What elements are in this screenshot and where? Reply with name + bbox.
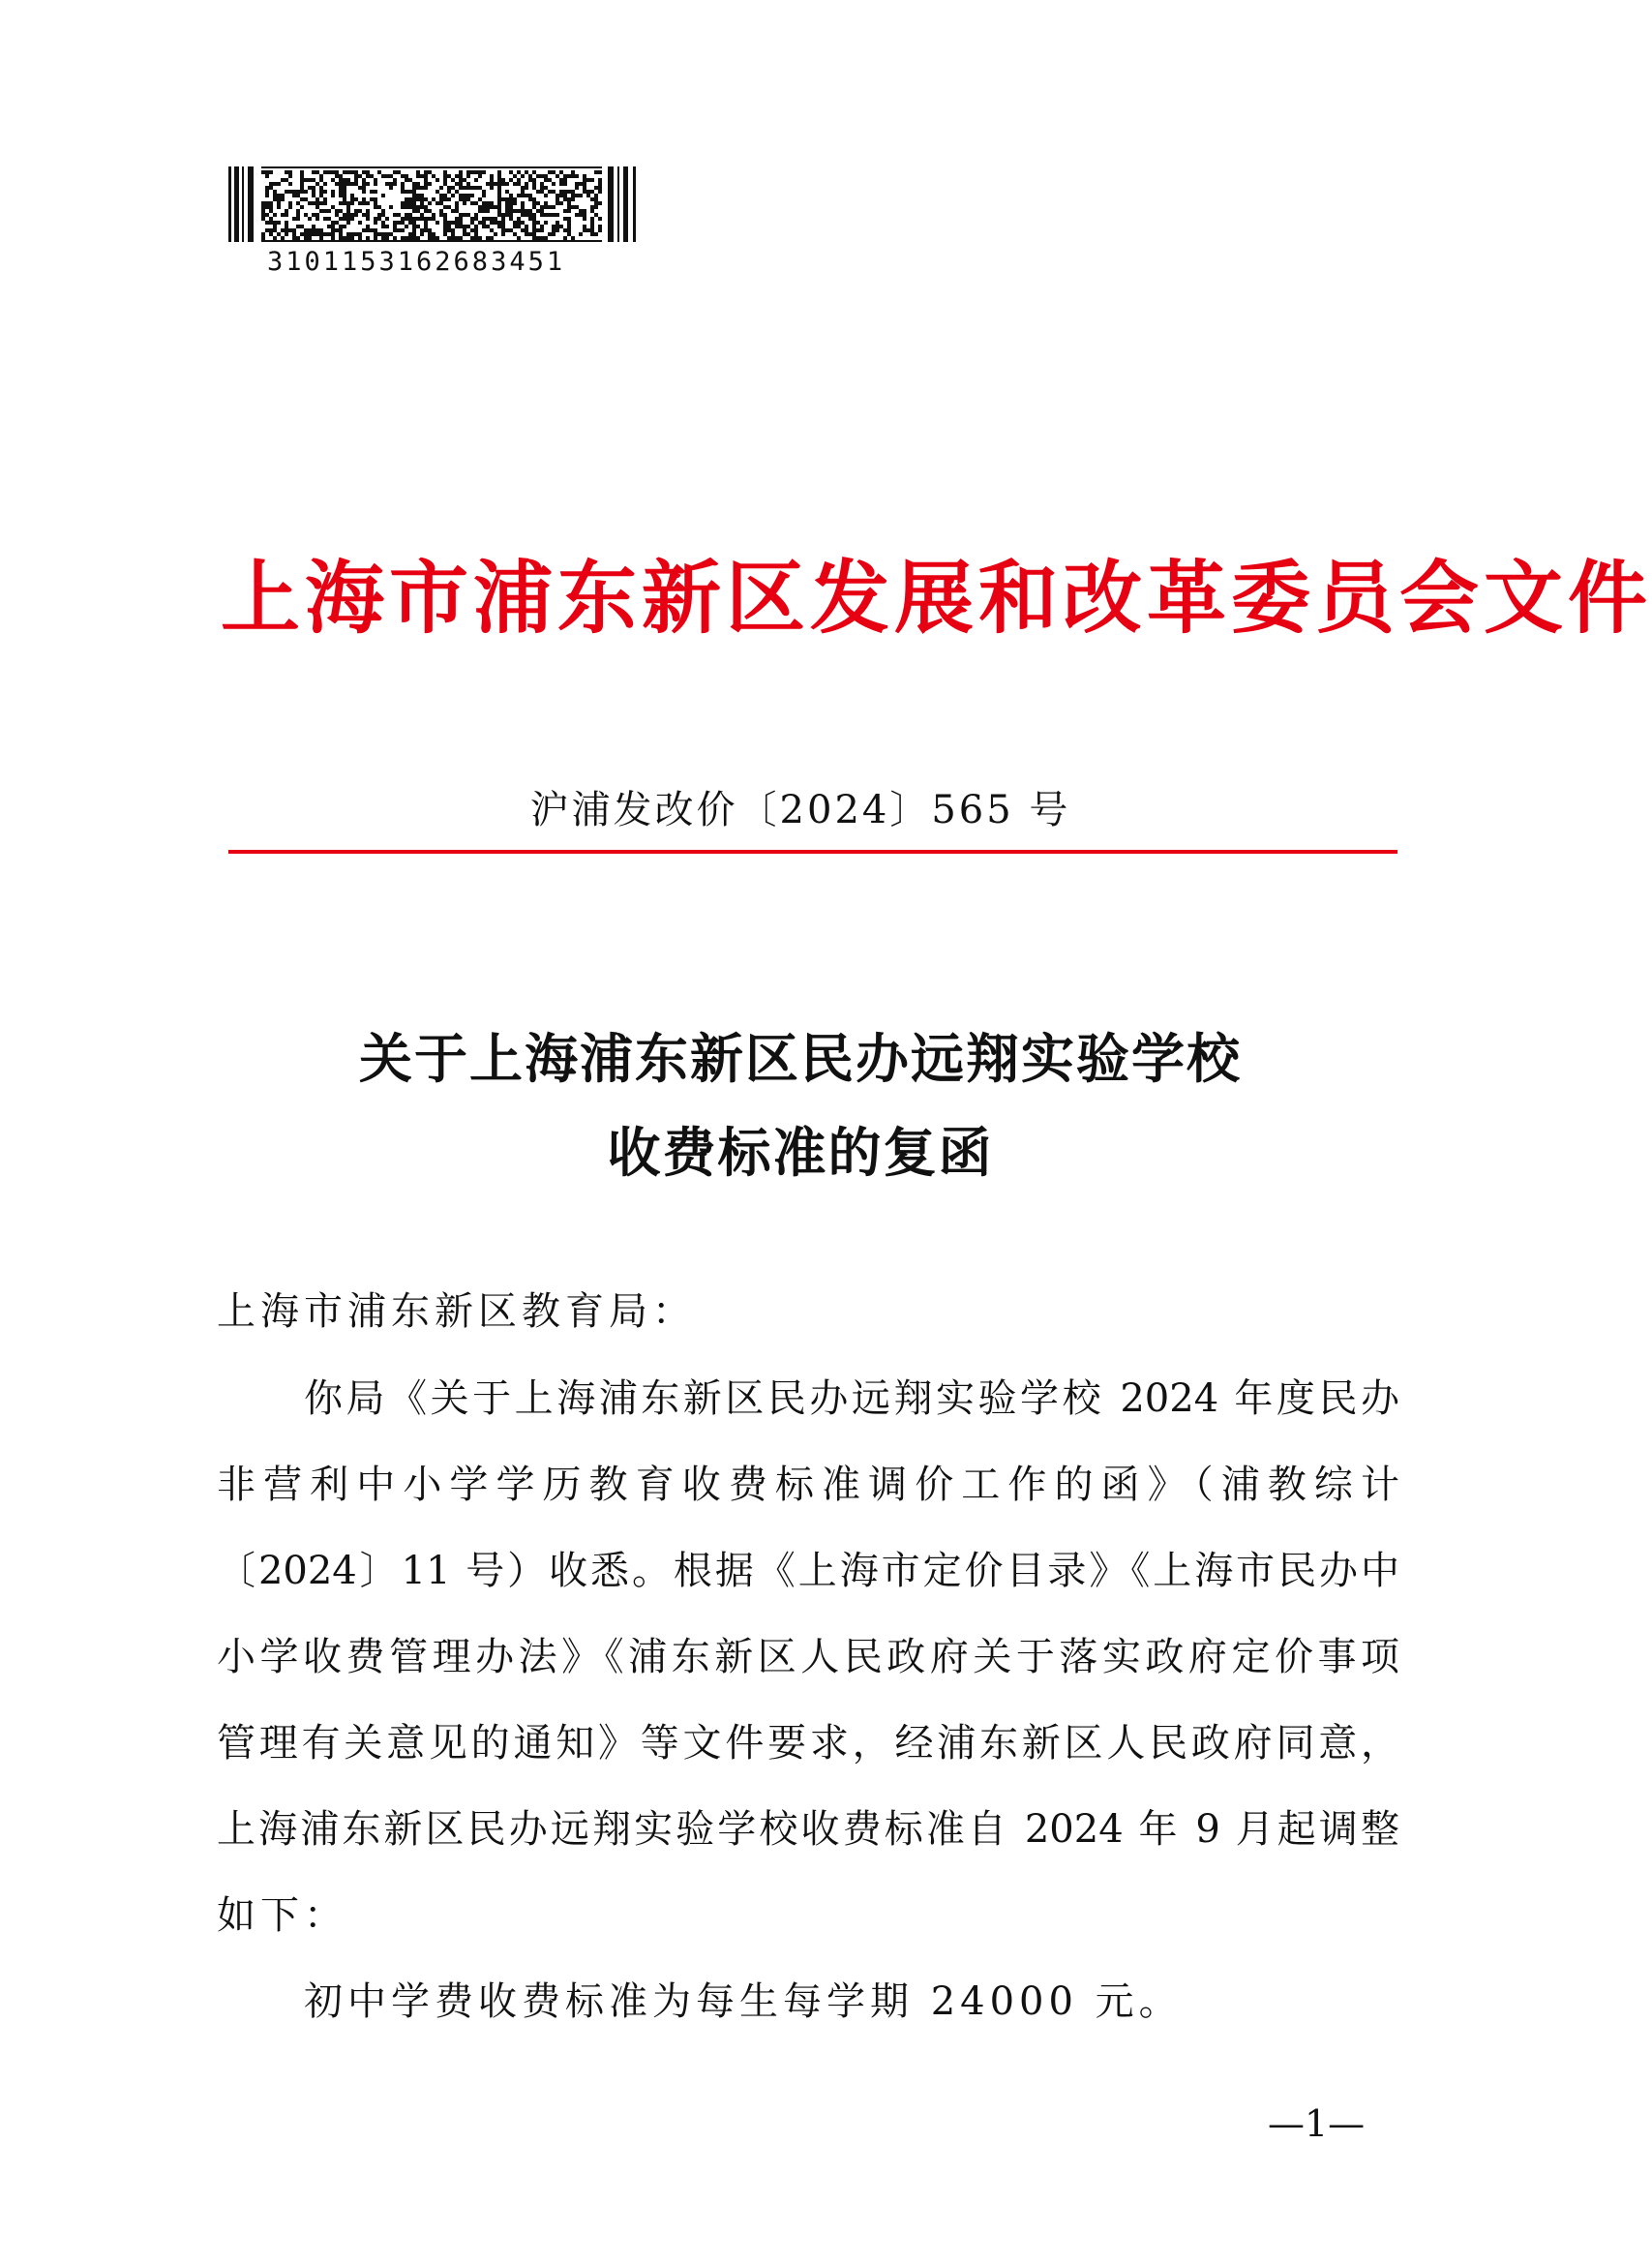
body-line: 初中学费收费标准为每生每学期 24000 元。 (304, 1979, 1183, 2024)
barcode-wrap (228, 166, 641, 242)
document-title (0, 1011, 1601, 1199)
body-line: 管理有关意见的通知》等文件要求，经浦东新区人民政府同意， (217, 1721, 1399, 1766)
title-line: 收费标准的复函 (607, 1121, 994, 1184)
document-number: 沪浦发改价〔2024〕565 号 (529, 788, 1071, 832)
page-number: —1— (1268, 2102, 1366, 2145)
barcode-icon (228, 166, 641, 242)
document-masthead: 上海市浦东新区发展和改革委员会文件 (221, 552, 1652, 645)
title-line: 关于上海浦东新区民办远翔实验学校 (358, 1027, 1242, 1090)
body-line: 如下： (217, 1893, 347, 1938)
red-divider (228, 850, 1397, 854)
barcode-number: 3101153162683451 (267, 247, 566, 277)
body-line: 你局《关于上海浦东新区民办远翔实验学校 2024 年度民办 (304, 1376, 1399, 1421)
body-line: 小学收费管理办法》《浦东新区人民政府关于落实政府定价事项 (217, 1635, 1399, 1679)
body-line: 非营利中小学学历教育收费标准调价工作的函》（浦教综计 (217, 1463, 1399, 1507)
salutation: 上海市浦东新区教育局： (217, 1289, 696, 1334)
body-line: 上海浦东新区民办远翔实验学校收费标准自 2024 年 9 月起调整 (217, 1807, 1399, 1852)
body-line: 〔2024〕11 号）收悉。根据《上海市定价目录》《上海市民办中 (217, 1549, 1399, 1593)
